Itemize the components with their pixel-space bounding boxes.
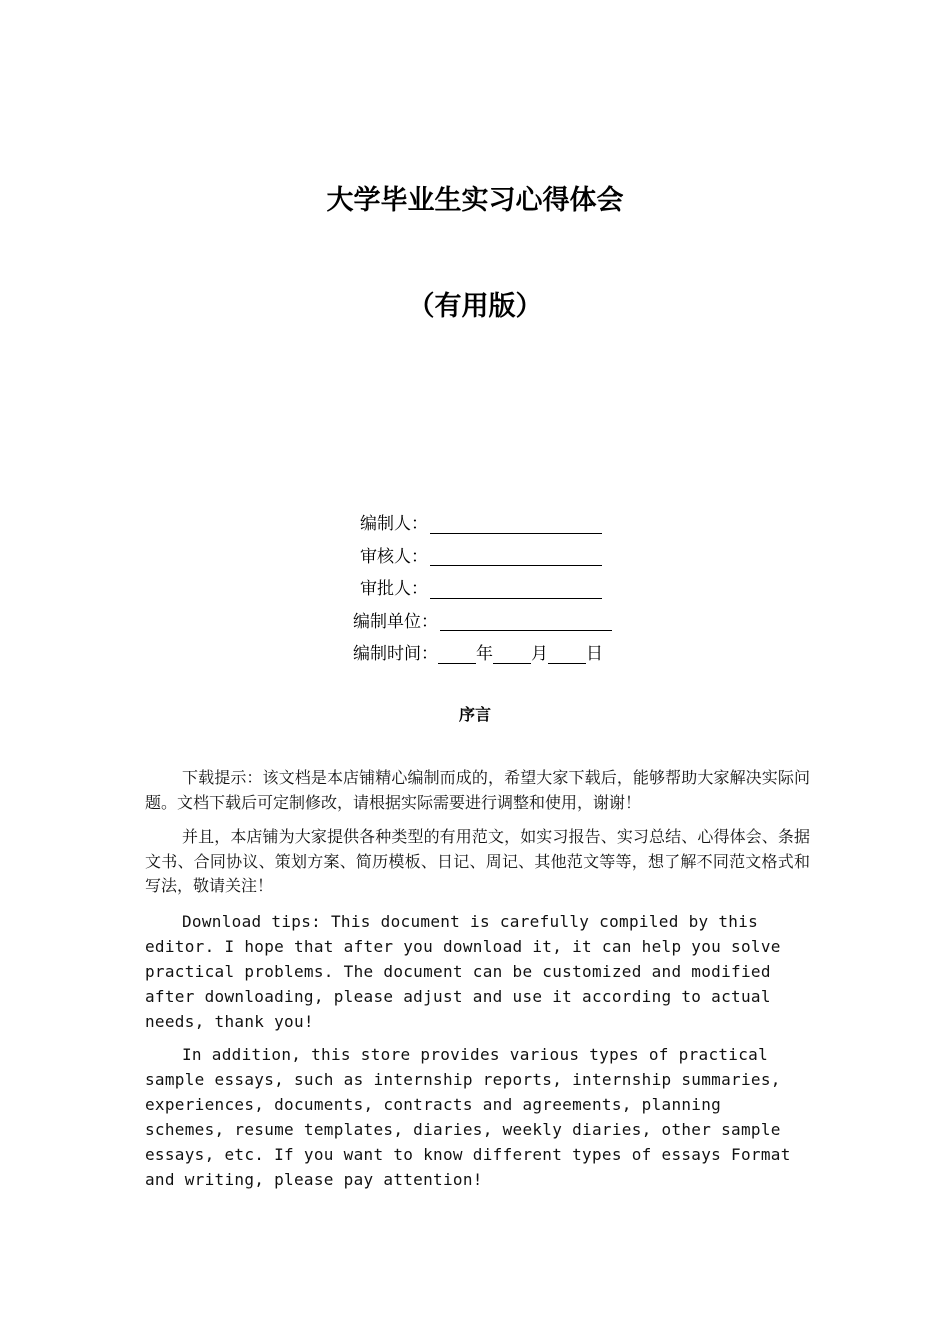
time-label: 编制时间： xyxy=(353,644,438,664)
signature-fields xyxy=(300,508,700,671)
unit-label: 编制单位： xyxy=(353,611,438,632)
preface-body xyxy=(145,766,810,1200)
approver-blank xyxy=(430,580,602,599)
document-title: 大学毕业生实习心得体会 xyxy=(326,185,624,216)
preface-heading: 序言 xyxy=(458,705,491,724)
year-label: 年 xyxy=(476,644,493,664)
day-label: 日 xyxy=(586,644,603,664)
time-row xyxy=(300,638,700,671)
compiler-row xyxy=(300,508,700,541)
reviewer-blank xyxy=(430,547,602,566)
preface-paragraph-en-2: In addition, this store provides various types of practical sample essays, such as internship reports, internship summaries, experiences, documents, contracts and agreements, planning schemes, resume templates, diaries, weekly diaries, other sample essays, etc. If you want to know different types of essays Format and writing, please pay attention! xyxy=(145,1044,791,1189)
day-blank xyxy=(548,645,586,664)
compiler-label: 编制人： xyxy=(360,514,428,534)
preface-paragraph-cn-1: 下载提示：该文档是本店铺精心编制而成的，希望大家下载后，能够帮助大家解决实际问题。文档下载后可定制修改，请根据实际需要进行调整和使用，谢谢！ xyxy=(145,768,810,812)
year-blank xyxy=(438,645,476,664)
unit-blank xyxy=(440,612,612,631)
compiler-blank xyxy=(430,515,602,534)
preface-paragraph-en-1: Download tips: This document is carefully compiled by this editor. I hope that after you download it, it can help you solve practical problems. The document can be customized and modified after downloading, please adjust and use it according to actual needs, thank you! xyxy=(145,911,781,1031)
unit-row xyxy=(300,606,700,639)
preface-paragraph-cn-2: 并且，本店铺为大家提供各种类型的有用范文，如实习报告、实习总结、心得体会、条据文书、合同协议、策划方案、简历模板、日记、周记、其他范文等等，想了解不同范文格式和写法，敬请关注！ xyxy=(145,827,810,895)
month-blank xyxy=(493,645,531,664)
approver-label: 审批人： xyxy=(360,579,428,599)
reviewer-label: 审核人： xyxy=(360,546,428,567)
reviewer-row xyxy=(300,541,700,574)
month-label: 月 xyxy=(531,644,548,664)
approver-row xyxy=(300,573,700,606)
document-subtitle: （有用版） xyxy=(407,291,543,322)
